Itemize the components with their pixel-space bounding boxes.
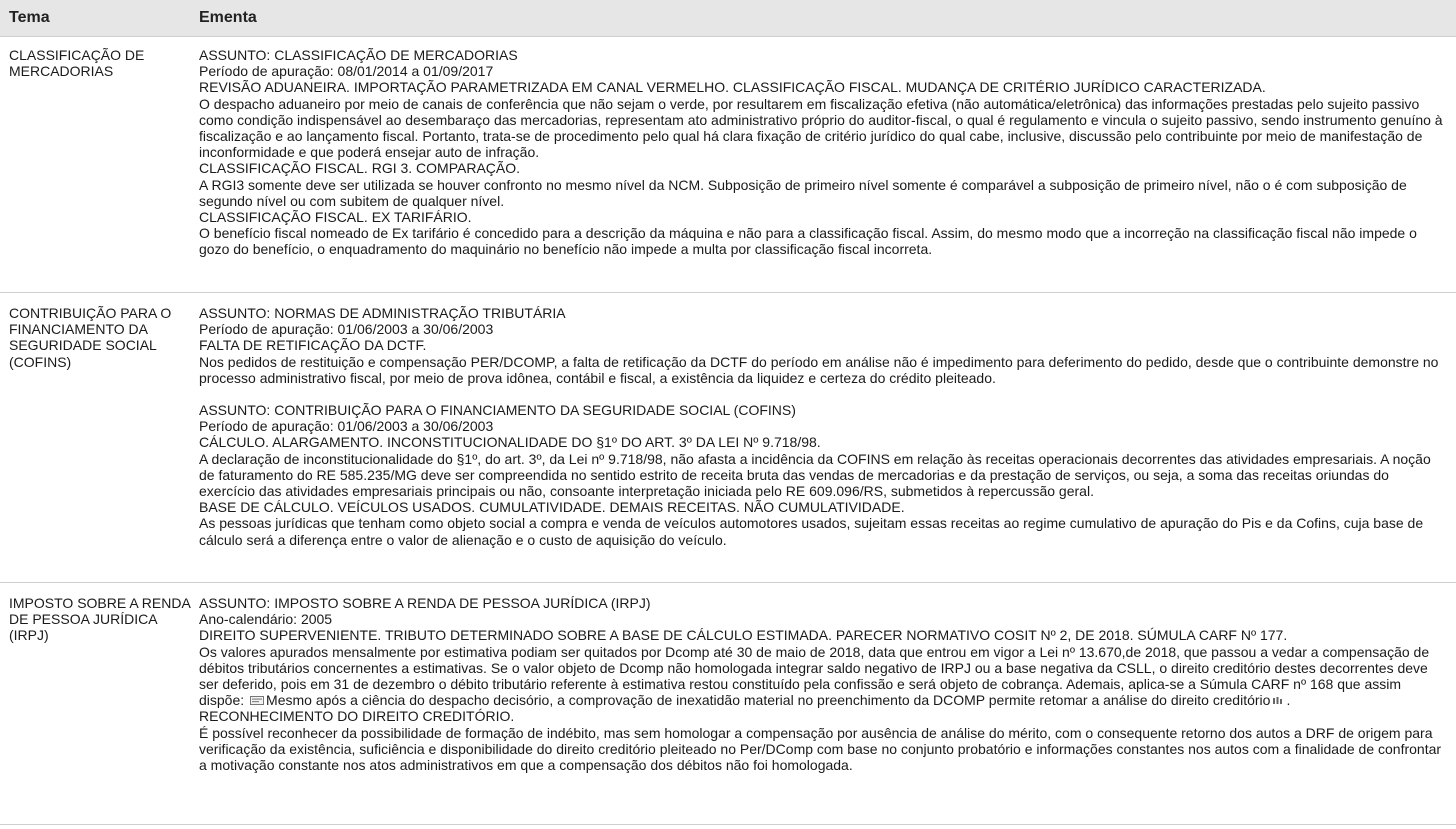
ementa-line: O despacho aduaneiro por meio de canais de conferência que não sejam o verde, por resultarem em fiscalização efetiva (não automática/eletrônica) das informações prestadas pelo sujeito passivo como condição indispensável ao desembaraço das mercadorias, representam ato administrativo próprio do auditor-fiscal, o qual é regulamento e vincula o sujeito passivo, sendo instrumento genuíno à fiscalização e ao lançamento fiscal. Portanto, trata-se de procedimento pelo qual há clara fixação de critério jurídico do qual cabe, inclusive, discussão pelo contribuinte por meio de manifestação de inconformidade e que poderá ensejar auto de infração. xyxy=(199,95,1443,161)
ementa-line: Ano-calendário: 2005 xyxy=(199,611,333,628)
ementa-line: DIREITO SUPERVENIENTE. TRIBUTO DETERMINADO SOBRE A BASE DE CÁLCULO ESTIMADA. PARECER NORMATIVO COSIT Nº 2, DE 2018. SÚMULA CARF Nº 177. xyxy=(199,627,1288,644)
ementa-line: A RGI3 somente deve ser utilizada se houver confronto no mesmo nível da NCM. Subposição de primeiro nível somente é comparável a subposição de primeiro nível, não o é com subposição de segundo nível ou com subitem de qualquer nível. xyxy=(199,176,1407,209)
ementa-line: É possível reconhecer da possibilidade de formação de indébito, mas sem homologar a compensação por ausência de análise do mérito, com o consequente retorno dos autos a DRF de origem para verificação da existência, suficiência e disponibilidade do direito creditório pleiteado no Per/DComp com base no conjunto probatório e informações constantes nos autos com a finalidade de confrontar a motivação constante nos atos administrativos em que a compensação dos débitos não foi homologada. xyxy=(199,724,1442,774)
ementa-line: ASSUNTO: CONTRIBUIÇÃO PARA O FINANCIAMENTO DA SEGURIDADE SOCIAL (COFINS) xyxy=(199,402,796,419)
ementa-line: A declaração de inconstitucionalidade do §1º, do art. 3º, da Lei nº 9.718/98, não afasta a incidência da COFINS em relação às receitas operacionais decorrentes das atividades empresariais. A noção de faturamento do RE 585.235/MG deve ser compreendida no sentido estrito de receita bruta das vendas de mercadorias e da prestação de serviços, ou seja, a soma das receitas oriundas do exercício das atividades empresariais principais ou não, consoante interpretação iniciada pelo RE 609.096/RS, submetidos à repercussão geral. xyxy=(199,450,1431,500)
ementa-cell xyxy=(199,47,1456,292)
ementa-line: ASSUNTO: CLASSIFICAÇÃO DE MERCADORIAS xyxy=(199,47,518,63)
table-header xyxy=(0,0,1456,37)
ementa-line: BASE DE CÁLCULO. VEÍCULOS USADOS. CUMULATIVIDADE. DEMAIS RECEITAS. NÃO CUMULATIVIDADE. xyxy=(199,499,905,516)
ementa-line: Período de apuração: 01/06/2003 a 30/06/2003 xyxy=(199,418,494,435)
ementa-line: CLASSIFICAÇÃO FISCAL. EX TARIFÁRIO. xyxy=(199,209,472,226)
tema-cell: IMPOSTO SOBRE A RENDA DE PESSOA JURÍDICA (IRPJ) xyxy=(9,595,191,644)
image-placeholder-icon xyxy=(1272,696,1284,705)
ementa-line: REVISÃO ADUANEIRA. IMPORTAÇÃO PARAMETRIZADA EM CANAL VERMELHO. CLASSIFICAÇÃO FISCAL. MUDANÇA DE CRITÉRIO JURÍDICO CARACTERIZADA. xyxy=(199,79,1266,96)
ementa-line: ASSUNTO: IMPOSTO SOBRE A RENDA DE PESSOA JURÍDICA (IRPJ) xyxy=(199,595,651,611)
ementa-line: Período de apuração: 01/06/2003 a 30/06/2003 xyxy=(199,321,494,338)
paragraph-gap xyxy=(199,386,1448,402)
column-header-tema: Tema xyxy=(9,9,50,26)
paragraph-text-before: Os valores apurados mensalmente por estimativa podiam ser quitados por Dcomp até 30 de maio de 2018, data que entrou em vigor a Lei nº 13.670,de 2018, que passou a vedar a compensação de débitos tributários concernentes a estimativas. Se o valor objeto de Dcomp não homologada integrar saldo negativo de IRPJ ou a base negativa da CSLL, o direito creditório destes decorrentes deve ser deferido, pois em 31 de dezembro o débito tributário referente à estimativa restou constituído pela confissão e será objeto de cobrança. Ademais, aplica-se a Súmula CARF nº 168 que assim dispõe: xyxy=(199,643,1430,709)
table-row xyxy=(0,37,1456,293)
ementa-line: RECONHECIMENTO DO DIREITO CREDITÓRIO. xyxy=(199,708,515,725)
ementa-cell xyxy=(199,305,1456,582)
column-header-ementa: Ementa xyxy=(199,9,257,26)
ementa-line: CLASSIFICAÇÃO FISCAL. RGI 3. COMPARAÇÃO. xyxy=(199,160,521,177)
ementa-line: FALTA DE RETIFICAÇÃO DA DCTF. xyxy=(199,337,427,354)
ementa-line: As pessoas jurídicas que tenham como objeto social a compra e venda de veículos automotores usados, sujeitam essas receitas ao regime cumulativo de apuração do Pis e da Cofins, cuja base de cálculo será a diferença entre o valor de alienação e o custo de aquisição do veículo. xyxy=(199,515,1424,548)
ementa-line: ASSUNTO: NORMAS DE ADMINISTRAÇÃO TRIBUTÁRIA xyxy=(199,305,566,321)
ementa-line: Período de apuração: 08/01/2014 a 01/09/2017 xyxy=(199,63,494,80)
ementa-line: Nos pedidos de restituição e compensação PER/DCOMP, a falta de retificação da DCTF do período em análise não é impedimento para deferimento do pedido, desde que o contribuinte demonstre no processo administrativo fiscal, por meio de prova idônea, contábil e fiscal, a existência da liquidez e certeza do crédito pleiteado. xyxy=(199,353,1439,386)
ementa-cell xyxy=(199,595,1456,824)
tema-cell: CONTRIBUIÇÃO PARA O FINANCIAMENTO DA SEGURIDADE SOCIAL (COFINS) xyxy=(9,305,172,370)
image-placeholder-icon xyxy=(250,696,264,705)
paragraph-text-after: Mesmo após a ciência do despacho decisório, a comprovação de inexatidão material no preenchimento da DCOMP permite retomar a análise do direito creditório xyxy=(266,692,1271,709)
table-row xyxy=(0,293,1456,583)
table-row xyxy=(0,583,1456,825)
tema-cell: CLASSIFICAÇÃO DE MERCADORIAS xyxy=(9,47,145,80)
ementa-line: O benefício fiscal nomeado de Ex tarifário é concedido para a descrição da máquina e não para a classificação fiscal. Assim, do mesmo modo que a incorreção na classificação fiscal não impede o gozo do benefício, o enquadramento do maquinário no benefício não impede a multa por classificação fiscal incorreta. xyxy=(199,225,1417,258)
ementa-paragraph xyxy=(199,644,1448,709)
paragraph-text-end: . xyxy=(1286,692,1291,709)
ementa-line: CÁLCULO. ALARGAMENTO. INCONSTITUCIONALIDADE DO §1º DO ART. 3º DA LEI Nº 9.718/98. xyxy=(199,434,821,451)
